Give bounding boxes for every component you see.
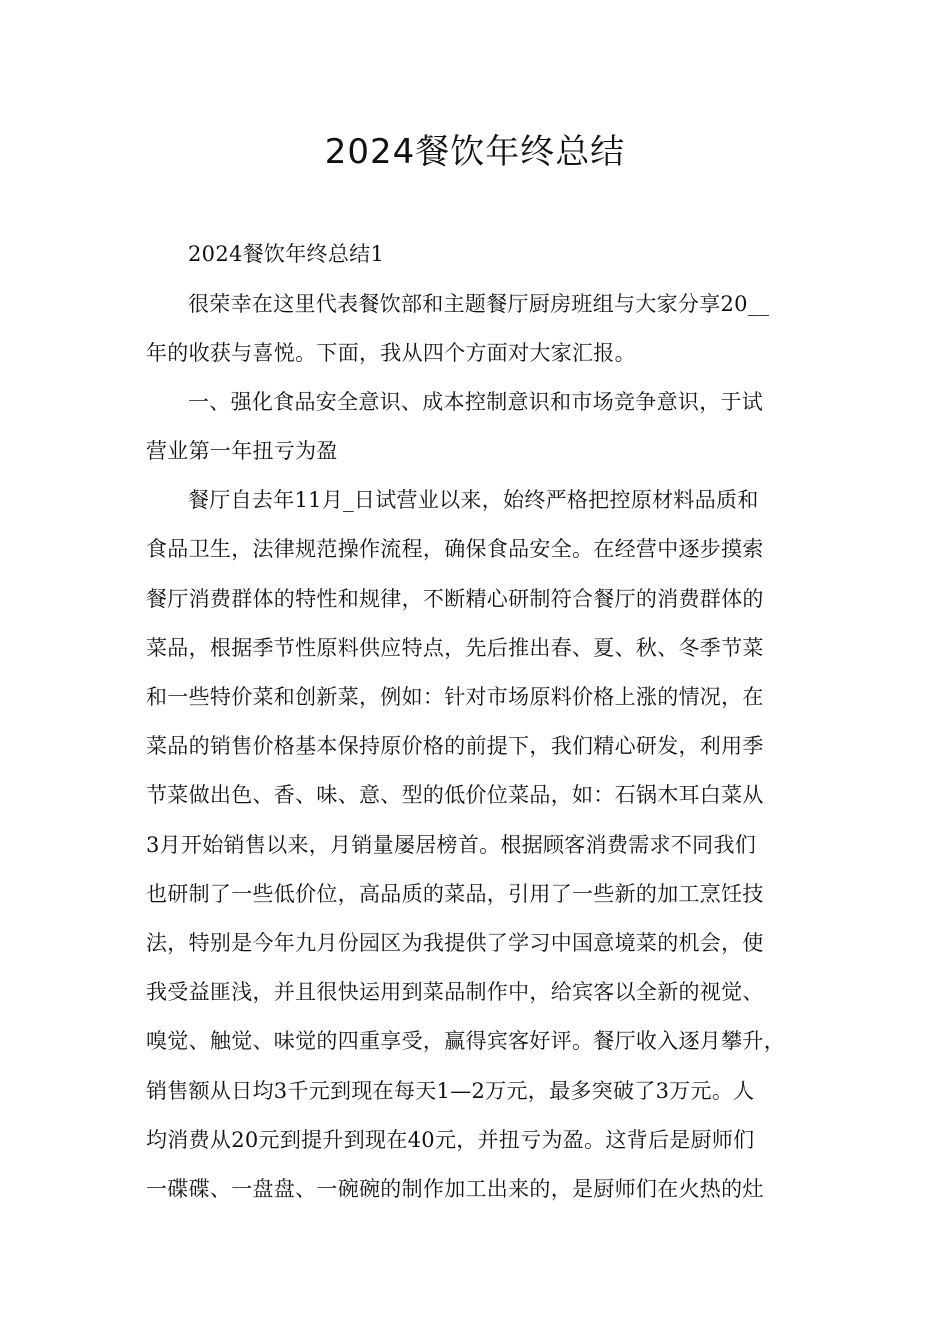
paragraph-line: 我受益匪浅，并且很快运用到菜品制作中，给宾客以全新的视觉、: [146, 980, 764, 1004]
paragraph-line: 营业第一年扭亏为盈: [146, 439, 338, 463]
paragraph-line: 一碟碟、一盘盘、一碗碗的制作加工出来的，是厨师们在火热的灶: [146, 1177, 764, 1201]
paragraph-line: 也研制了一些低价位，高品质的菜品，引用了一些新的加工烹饪技: [146, 882, 764, 906]
paragraph-line: 餐厅消费群体的特性和规律，不断精心研制符合餐厅的消费群体的: [146, 587, 764, 611]
paragraph-line: 年的收获与喜悦。下面，我从四个方面对大家汇报。: [146, 341, 636, 365]
paragraph-line: 菜品，根据季节性原料供应特点，先后推出春、夏、秋、冬季节菜: [146, 636, 764, 660]
paragraph-line: 嗅觉、触觉、味觉的四重享受，赢得宾客好评。餐厅收入逐月攀升，: [146, 1029, 785, 1053]
paragraph-line: 销售额从日均3千元到现在每天1—2万元，最多突破了3万元。人: [146, 1079, 755, 1103]
document-title: 2024餐饮年终总结: [324, 132, 626, 172]
paragraph-line: 食品卫生，法律规范操作流程，确保食品安全。在经营中逐步摸索: [146, 537, 764, 561]
paragraph-line: 很荣幸在这里代表餐饮部和主题餐厅厨房班组与大家分享20__: [188, 292, 770, 316]
paragraph-line: 一、强化食品安全意识、成本控制意识和市场竞争意识，于试: [188, 390, 764, 414]
paragraph-line: 节菜做出色、香、味、意、型的低价位菜品，如：石锅木耳白菜从: [146, 783, 764, 807]
paragraph-line: 均消费从20元到提升到现在40元，并扭亏为盈。这背后是厨师们: [146, 1128, 755, 1152]
paragraph-line: 餐厅自去年11月_日试营业以来，始终严格把控原材料品质和: [188, 488, 759, 512]
paragraph-line: 3月开始销售以来，月销量屡居榜首。根据顾客消费需求不同我们: [146, 833, 757, 857]
paragraph-line: 和一些特价菜和创新菜，例如：针对市场原料价格上涨的情况，在: [146, 685, 764, 709]
paragraph-line: 菜品的销售价格基本保持原价格的前提下，我们精心研发，利用季: [146, 734, 764, 758]
section-heading: 2024餐饮年终总结1: [188, 242, 385, 266]
paragraph-line: 法，特别是今年九月份园区为我提供了学习中国意境菜的机会，使: [146, 931, 764, 955]
